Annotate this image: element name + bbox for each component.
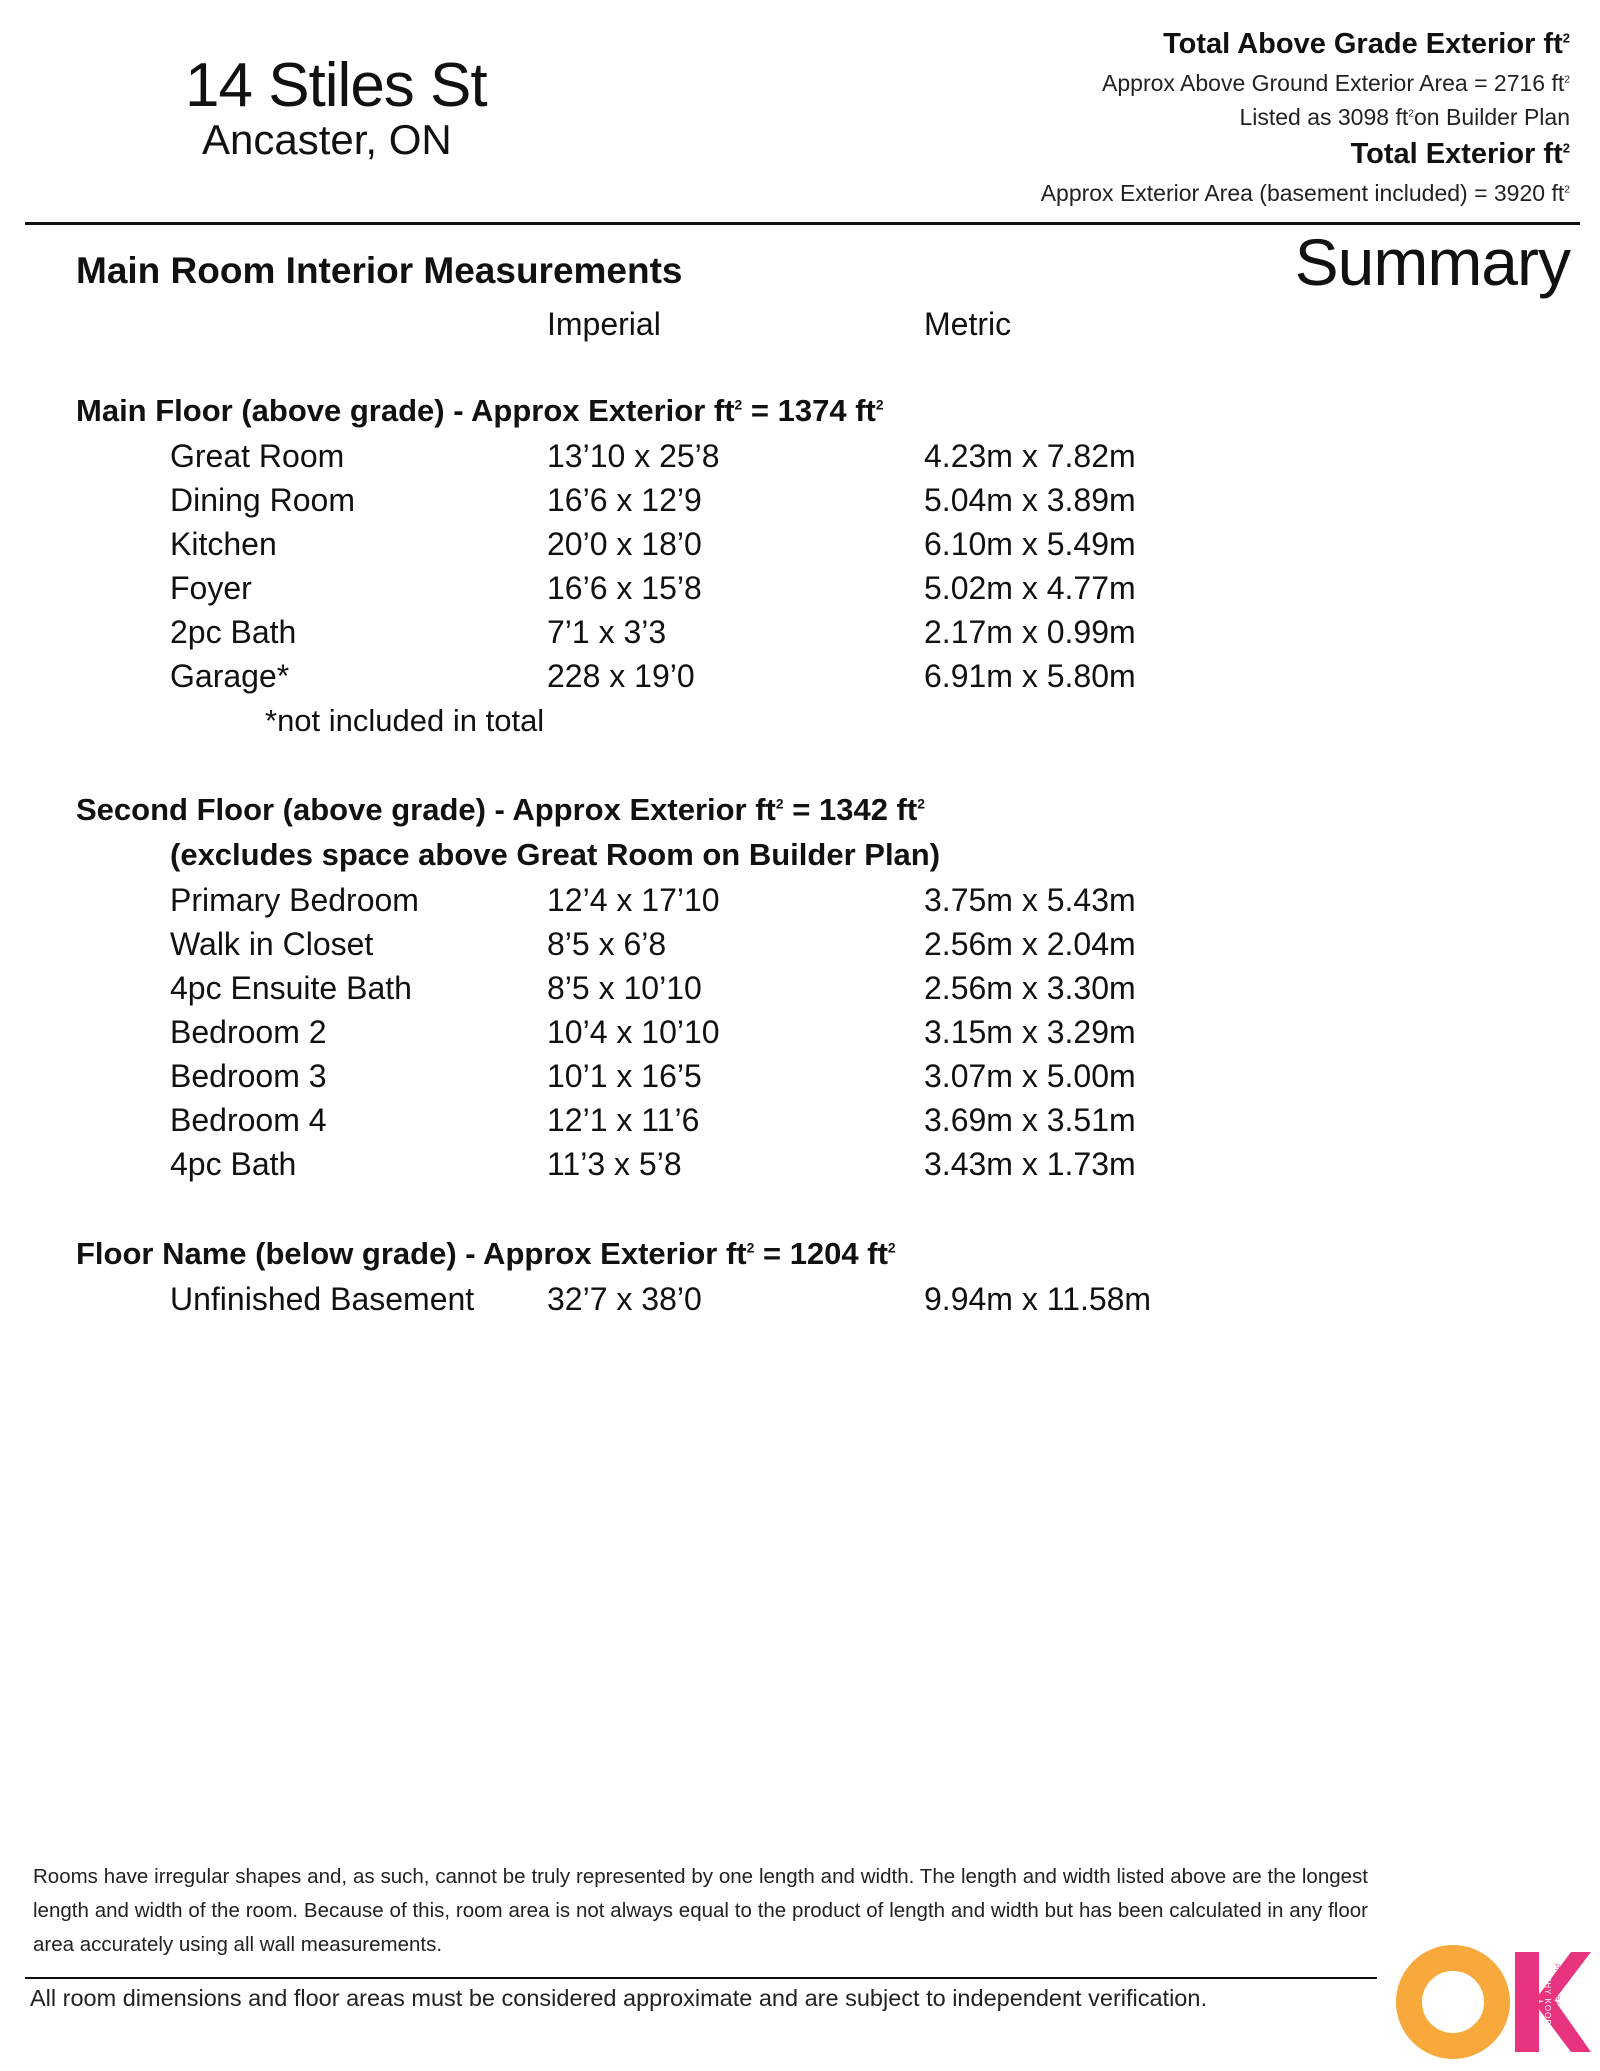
room-name: 4pc Bath — [170, 1146, 297, 1182]
svg-text:PHOTOGRAPHY: PHOTOGRAPHY — [1553, 1964, 1559, 2022]
room-imperial: 16’6 x 12’9 — [547, 482, 702, 518]
table-row — [0, 438, 1600, 482]
room-imperial: 20’0 x 18’0 — [547, 526, 702, 562]
room-imperial: 7’1 x 3’3 — [547, 614, 667, 650]
room-metric: 6.91m x 5.80m — [924, 658, 1136, 694]
room-metric: 3.15m x 3.29m — [924, 1014, 1136, 1050]
room-metric: 5.04m x 3.89m — [924, 482, 1136, 518]
address-street: 14 Stiles St — [185, 51, 487, 120]
room-imperial: 228 x 19’0 — [547, 658, 695, 694]
logo-mark-icon — [1395, 1938, 1595, 2063]
room-metric: 6.10m x 5.49m — [924, 526, 1136, 562]
approximate-note: All room dimensions and floor areas must be considered approximate and are subject to independent verification. — [30, 1985, 1207, 2011]
total-exterior-area: Approx Exterior Area (basement included) = 3920 $ft^2$ — [1040, 180, 1570, 206]
summary-label: Summary — [1294, 225, 1570, 299]
table-row — [0, 1102, 1600, 1146]
room-name: Bedroom 4 — [170, 1102, 327, 1138]
table-row — [0, 1058, 1600, 1102]
disclaimer-text: Rooms have irregular shapes and, as such, cannot be truly represented by one length and width. The length and width listed above are the longest length and width of the room. Because of this, room area is not always equal to the product of length and width but has been calculated in any floor area accurately using all wall measurements. — [33, 1865, 1368, 1956]
room-imperial: 32’7 x 38’0 — [547, 1281, 702, 1317]
builder-plan-area: Listed as 3098 $ft^2on$ Builder Plan — [1239, 104, 1570, 130]
room-name: Great Room — [170, 438, 345, 474]
table-row — [0, 1146, 1600, 1190]
table-row — [0, 926, 1600, 970]
room-metric: 3.69m x 3.51m — [924, 1102, 1136, 1138]
room-imperial: 16’6 x 15’8 — [547, 570, 702, 606]
svg-text:CATHY KOOP: CATHY KOOP — [1543, 1964, 1552, 2026]
room-metric: 2.56m x 2.04m — [924, 926, 1136, 962]
table-row — [0, 658, 1600, 702]
room-name: Kitchen — [170, 526, 277, 562]
room-metric: 5.02m x 4.77m — [924, 570, 1136, 606]
room-imperial: 8’5 x 6’8 — [547, 926, 667, 962]
above-ground-area: Approx Above Ground Exterior Area = 2716 $ft^2$ — [1102, 70, 1570, 96]
table-row — [0, 1014, 1600, 1058]
room-name: 2pc Bath — [170, 614, 297, 650]
room-imperial: 10’4 x 10’10 — [547, 1014, 720, 1050]
above-grade-title: Total Above Grade Exterior $ft^2$ — [1163, 28, 1570, 60]
table-row — [0, 882, 1600, 926]
room-name: Dining Room — [170, 482, 355, 518]
room-metric: 9.94m x 11.58m — [924, 1281, 1152, 1317]
table-row — [0, 570, 1600, 614]
table-row — [0, 970, 1600, 1014]
second-floor-note: (excludes space above Great Room on Builder Plan) — [170, 837, 941, 872]
table-row — [0, 614, 1600, 658]
room-metric: 3.07m x 5.00m — [924, 1058, 1136, 1094]
room-name: Primary Bedroom — [170, 882, 419, 918]
room-imperial: 8’5 x 10’10 — [547, 970, 702, 1006]
room-metric: 2.17m x 0.99m — [924, 614, 1136, 650]
main-title: Main Room Interior Measurements — [76, 250, 683, 291]
room-metric: 4.23m x 7.82m — [924, 438, 1136, 474]
basement-heading: Floor Name (below grade) - Approx Exterior $ft^2 = 1204$ $ft^2$ — [76, 1236, 896, 1271]
room-imperial: 13’10 x 25’8 — [547, 438, 720, 474]
room-imperial: 12’4 x 17’10 — [547, 882, 720, 918]
cathy-koop-logo — [1395, 1938, 1595, 2063]
room-imperial: 12’1 x 11’6 — [547, 1102, 700, 1138]
footer-divider — [25, 1977, 1377, 1979]
room-name: Bedroom 3 — [170, 1058, 327, 1094]
room-name: Bedroom 2 — [170, 1014, 327, 1050]
room-name: 4pc Ensuite Bath — [170, 970, 412, 1006]
room-metric: 3.75m x 5.43m — [924, 882, 1136, 918]
main-floor-heading: Main Floor (above grade) - Approx Exterior $ft^2 = 1374$ $ft^2$ — [76, 393, 884, 428]
room-name: Unfinished Basement — [170, 1281, 475, 1317]
room-name: Walk in Closet — [170, 926, 374, 962]
garage-footnote: *not included in total — [265, 703, 545, 738]
room-name: Foyer — [170, 570, 252, 606]
room-metric: 3.43m x 1.73m — [924, 1146, 1136, 1182]
room-imperial: 11’3 x 5’8 — [547, 1146, 682, 1182]
column-metric: Metric — [924, 306, 1012, 342]
table-row — [0, 482, 1600, 526]
room-imperial: 10’1 x 16’5 — [547, 1058, 702, 1094]
room-metric: 2.56m x 3.30m — [924, 970, 1136, 1006]
column-imperial: Imperial — [547, 306, 661, 342]
table-row — [0, 1281, 1600, 1325]
address-city: Ancaster, ON — [202, 116, 452, 163]
room-name: Garage* — [170, 658, 290, 694]
second-floor-heading: Second Floor (above grade) - Approx Exterior $ft^2 = 1342$ $ft^2$ — [76, 792, 925, 827]
total-exterior-title: Total Exterior $ft^2$ — [1350, 138, 1570, 170]
table-row — [0, 526, 1600, 570]
